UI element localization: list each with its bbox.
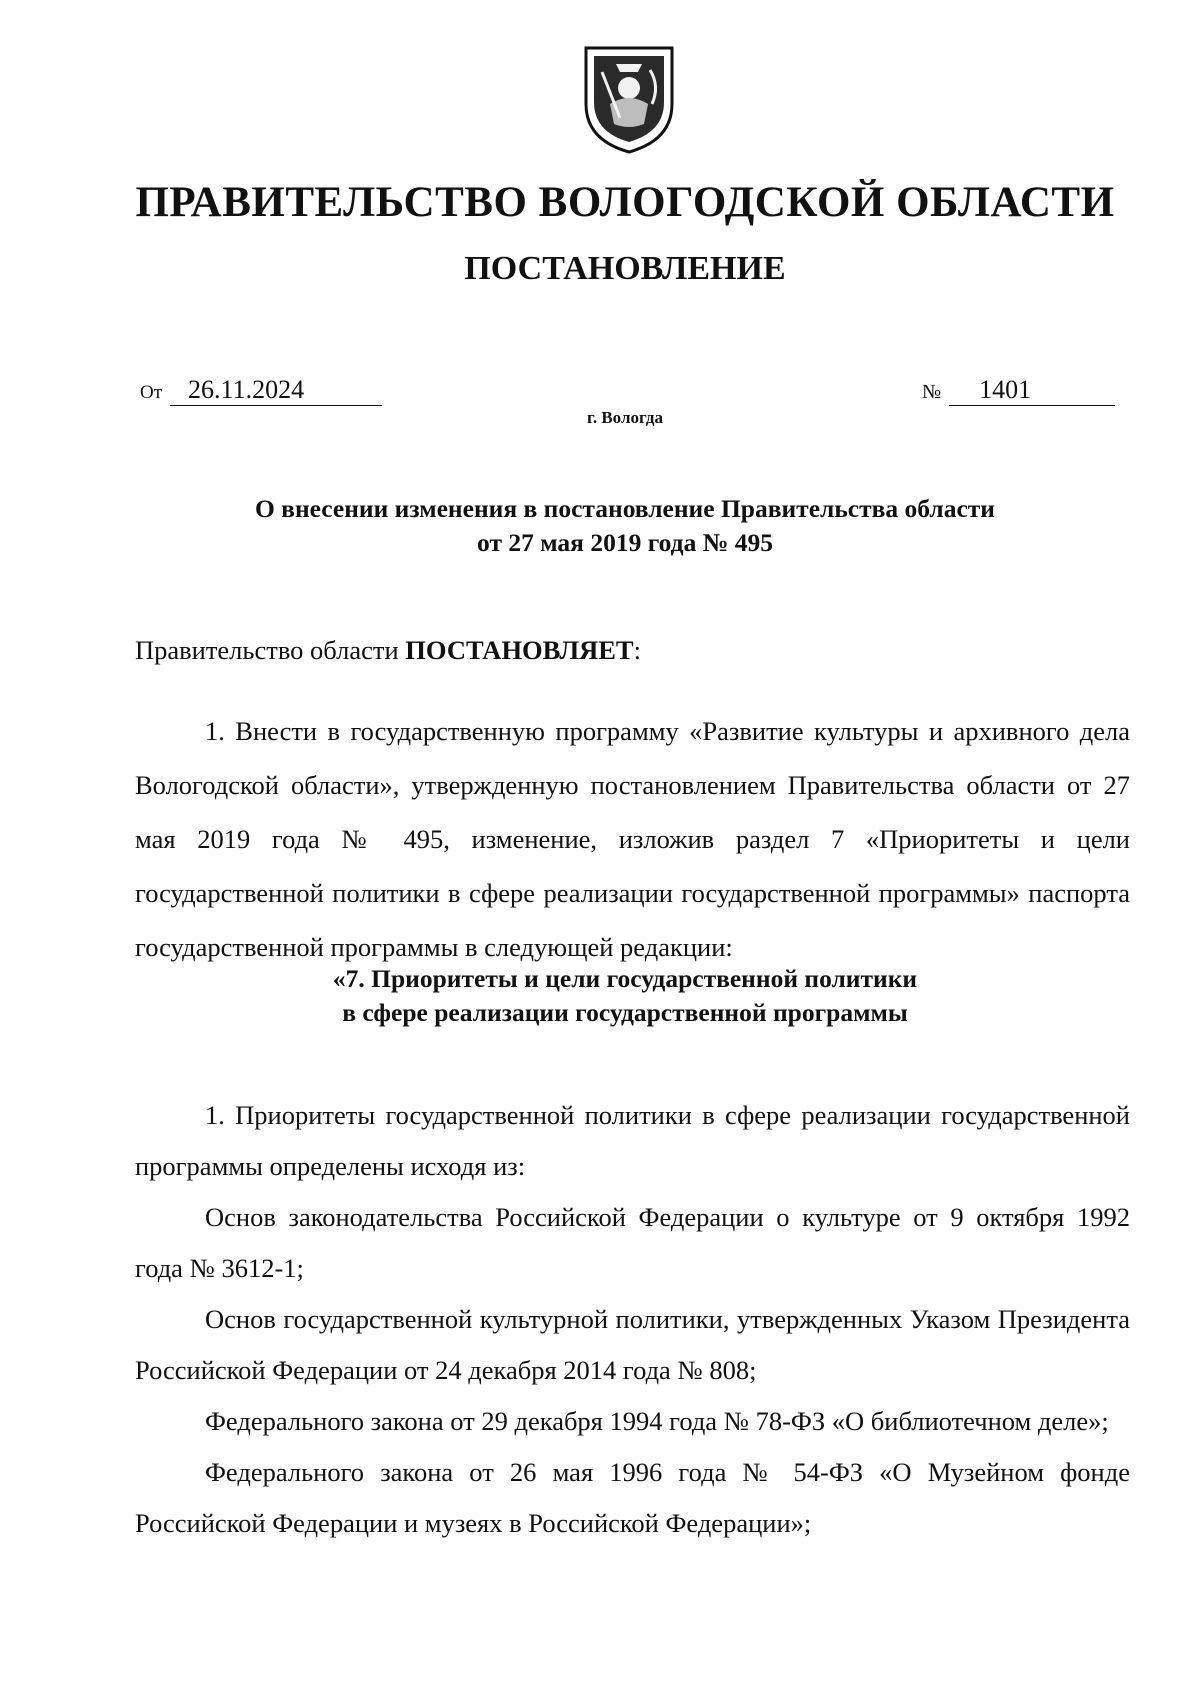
section-heading (0, 962, 1200, 1030)
city: г. Вологда (587, 408, 663, 427)
list-item: Федерального закона от 26 мая 1996 года № 54-ФЗ «О Музейном фонде Российской Федерации и музеях в Российской Федерации»; (135, 1457, 1130, 1538)
coat-of-arms-icon (580, 42, 678, 156)
document-date (140, 375, 382, 406)
subject-line: от 27 мая 2019 года № 495 (477, 528, 773, 557)
list-item: Федерального закона от 29 декабря 1994 года № 78-ФЗ «О библиотечном деле»; (205, 1406, 1109, 1436)
intro-emphasis: ПОСТАНОВЛЯЕТ (405, 635, 634, 665)
document-number (922, 375, 1115, 406)
section-heading-line: «7. Приоритеты и цели государственной политики (332, 964, 918, 993)
intro-line (135, 623, 1130, 677)
list-item: 1. Приоритеты государственной политики в сфере реализации государственной программы определены исходя из: (135, 1100, 1130, 1181)
section-heading-line: в сфере реализации государственной программы (342, 998, 908, 1027)
date-prefix: От (140, 382, 163, 403)
government-title: ПРАВИТЕЛЬСТВО ВОЛОГОДСКОЙ ОБЛАСТИ (135, 179, 1115, 226)
list-item: Основ законодательства Российской Федерации о культуре от 9 октября 1992 года № 3612-1; (135, 1202, 1130, 1283)
number-prefix: № (922, 381, 942, 403)
number-value: 1401 (949, 375, 1115, 406)
intro-punct: : (633, 635, 641, 665)
document-subject (0, 492, 1200, 560)
date-value: 26.11.2024 (170, 375, 382, 406)
paragraph-1: 1. Внести в государственную программу «Развитие культуры и архивного дела Вологодской области», утвержденную постановлением Правительства области от 27 мая 2019 года № 495, изменение, изложив раздел 7 «Приоритеты и цели государственной политики в сфере реализации государственной программы» паспорта государственной программы в следующей редакции: (135, 716, 1130, 962)
priorities-list (135, 1090, 1130, 1549)
document-type: ПОСТАНОВЛЕНИЕ (464, 250, 786, 287)
subject-line: О внесении изменения в постановление Правительства области (254, 494, 996, 523)
list-item: Основ государственной культурной политики, утвержденных Указом Президента Российской Федерации от 24 декабря 2014 года № 808; (135, 1304, 1130, 1385)
intro-text: Правительство области (135, 635, 406, 665)
